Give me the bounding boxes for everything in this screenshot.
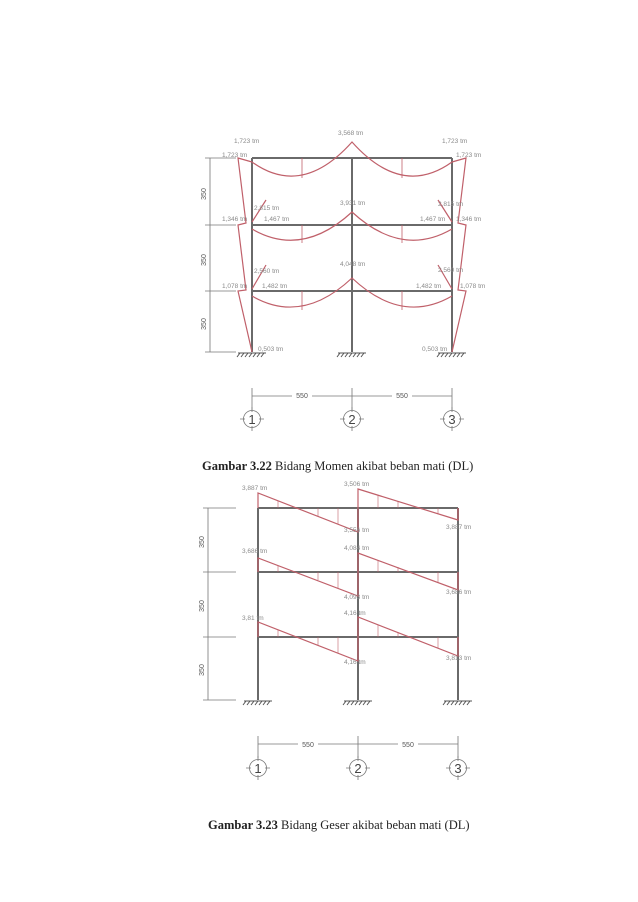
moment-frame <box>252 158 452 352</box>
grid-label: 1 <box>248 412 256 427</box>
moment-label: 1,467 tm <box>264 216 290 223</box>
moment-label: 1,078 tm <box>460 283 486 290</box>
moment-label: 2,815 tm <box>438 201 464 208</box>
moment-label: 1,078 tm <box>222 283 248 290</box>
caption-text: Bidang Momen akibat beban mati (DL) <box>271 459 474 473</box>
shear-label: 4,084 tm <box>344 545 370 552</box>
shear-horizontal-dimension <box>258 736 458 758</box>
bay-width-label: 550 <box>302 742 314 749</box>
shear-label: 3,686 tm <box>242 548 268 555</box>
shear-label: 3,81 tm <box>242 615 264 622</box>
shear-label: 4,16 tm <box>344 610 366 617</box>
moment-labels <box>222 130 485 353</box>
shear-diagram <box>258 489 458 661</box>
shear-label: 3,556 tm <box>344 527 370 534</box>
story-height-label: 350 <box>201 188 208 200</box>
moment-supports <box>237 353 466 357</box>
bay-width-label: 550 <box>402 742 414 749</box>
moment-label: 2,815 tm <box>254 205 280 212</box>
shear-label: 3,686 tm <box>446 589 472 596</box>
shear-label: 4,093 tm <box>344 594 370 601</box>
grid-label: 3 <box>454 761 462 776</box>
moment-label: 1,723 tm <box>234 138 260 145</box>
grid-label: 3 <box>448 412 456 427</box>
moment-label: 1,723 tm <box>222 152 248 159</box>
moment-label: 1,346 tm <box>222 216 248 223</box>
figure-caption-moment <box>202 459 473 474</box>
shear-label: 4,16 tm <box>344 659 366 666</box>
shear-figure <box>199 481 472 780</box>
moment-label: 1,482 tm <box>416 283 442 290</box>
shear-label: 3,813 tm <box>446 655 472 662</box>
shear-label: 3,506 tm <box>344 481 370 488</box>
moment-label: 0,503 tm <box>258 346 284 353</box>
story-height-label: 350 <box>201 318 208 330</box>
moment-label: 3,568 tm <box>338 130 364 137</box>
moment-horizontal-dimension <box>252 388 452 410</box>
bay-width-label: 550 <box>296 393 308 400</box>
shear-supports <box>243 701 472 705</box>
moment-label: 0,503 tm <box>422 346 448 353</box>
moment-figure <box>201 130 485 431</box>
shear-label: 3,887 tm <box>446 524 472 531</box>
moment-label: 3,931 tm <box>340 200 366 207</box>
moment-label: 2,560 tm <box>254 268 280 275</box>
shear-vertical-dimension <box>203 508 236 700</box>
grid-label: 1 <box>254 761 262 776</box>
caption-number: Gambar 3.22 <box>202 459 272 473</box>
grid-label: 2 <box>348 412 356 427</box>
moment-label: 1,723 tm <box>456 152 482 159</box>
moment-label: 1,723 tm <box>442 138 468 145</box>
story-height-label: 350 <box>199 600 206 612</box>
moment-label: 1,346 tm <box>456 216 482 223</box>
shear-frame <box>258 508 458 700</box>
moment-label: 1,467 tm <box>420 216 446 223</box>
bay-width-label: 550 <box>396 393 408 400</box>
story-height-label: 350 <box>199 664 206 676</box>
story-height-label: 350 <box>199 536 206 548</box>
moment-label: 2,560 tm <box>438 267 464 274</box>
caption-text: Bidang Geser akibat beban mati (DL) <box>277 818 470 832</box>
story-height-label: 350 <box>201 254 208 266</box>
shear-label: 3,887 tm <box>242 485 268 492</box>
moment-label: 1,482 tm <box>262 283 288 290</box>
figure-caption-shear <box>208 818 470 833</box>
moment-vertical-dimension <box>205 158 236 352</box>
grid-label: 2 <box>354 761 362 776</box>
moment-label: 4,048 tm <box>340 261 366 268</box>
caption-number: Gambar 3.23 <box>208 818 278 832</box>
